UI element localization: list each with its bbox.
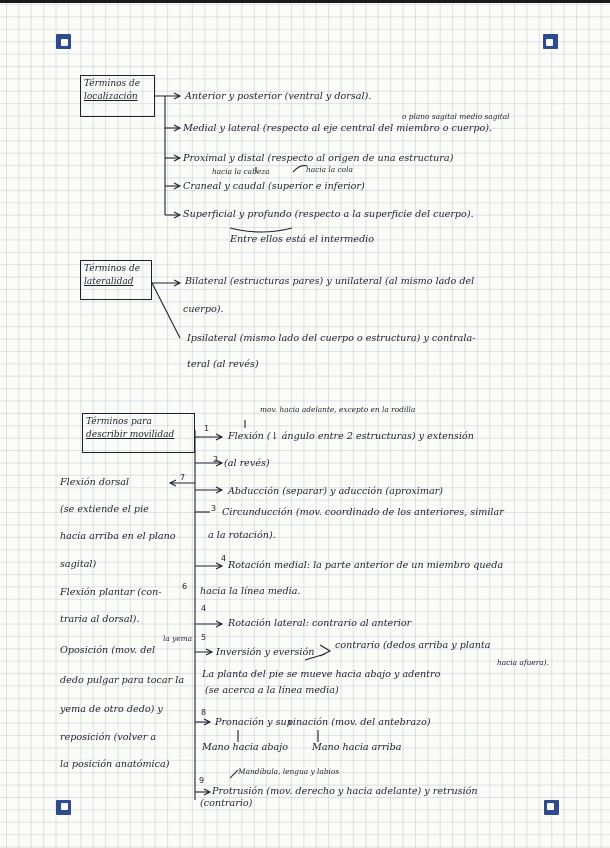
left-line-5: traria al dorsal).	[60, 614, 140, 625]
item-contrario: contrario (dedos arriba y planta	[335, 640, 491, 651]
item-superficial-profundo: Superficial y profundo (respecto a la superficie del cuerpo).	[183, 209, 474, 220]
left-line-9: reposición (volver a	[60, 732, 157, 743]
marker-number: 4	[221, 554, 227, 563]
corner-marker-icon	[543, 34, 558, 49]
left-line-1: (se extiende el pie	[60, 504, 149, 515]
left-line-7: dedo pulgar para tocar la	[60, 675, 185, 686]
section-title-line2: describir movilidad	[86, 430, 175, 440]
marker-number: 8	[201, 708, 207, 717]
item-bilateral-line1: Bilateral (estructuras pares) y unilateral (al mismo lado del	[185, 276, 475, 287]
item-circunduccion-line1: Circunducción (mov. coordinado de los anteriores, similar	[222, 507, 504, 518]
left-line-2: hacia arriba en el plano	[60, 531, 176, 542]
marker-number: 5	[201, 633, 207, 642]
note-plano-sagital: o plano sagital medio sagital	[402, 112, 510, 121]
section-title-line1: Términos de	[84, 264, 141, 274]
corner-marker-icon	[56, 800, 71, 815]
note-mandibula: Mandíbula, lengua y labios	[238, 767, 340, 776]
note-hacia-la-cabeza: hacia la cabeza	[212, 167, 270, 176]
item-rotacion-lateral: Rotación lateral: contrario al anterior	[228, 618, 412, 629]
marker-number: 1	[204, 424, 210, 433]
item-craneal-caudal: Craneal y caudal (superior e inferior)	[183, 181, 365, 192]
item-anterior-posterior: Anterior y posterior (ventral y dorsal).	[185, 91, 372, 102]
marker-number: 2	[213, 455, 219, 464]
item-planta-line1: La planta del pie se mueve hacia abajo y adentro	[202, 669, 441, 680]
section-title-line2: lateralidad	[84, 277, 134, 287]
section-title-line1: Términos de	[84, 79, 141, 89]
marker-number: 6	[182, 582, 188, 591]
top-edge	[0, 0, 610, 3]
note-hacia-la-cola: hacia la cola	[306, 165, 353, 174]
item-ipsilateral-line2: teral (al revés)	[187, 359, 259, 370]
note-mov-hacia-adelante: mov. hacia adelante, excepto en la rodilla	[260, 405, 416, 414]
item-circunduccion-line2: a la rotación).	[208, 530, 276, 541]
item-flexion: Flexión (↓ ángulo entre 2 estructuras) y extensión	[228, 431, 474, 442]
item-protrusion: Protrusión (mov. derecho y hacia adelante) y retrusión	[212, 786, 478, 797]
item-hacia-afuera: hacia afuera).	[497, 658, 549, 667]
item-medial-lateral: Medial y lateral (respecto al eje central del miembro o cuerpo).	[183, 123, 493, 134]
corner-marker-icon	[544, 800, 559, 815]
item-abduccion: Abducción (separar) y aducción (aproximar)	[228, 486, 444, 497]
item-mano-arriba: Mano hacia arriba	[312, 742, 402, 753]
item-contrario2: (contrario)	[200, 798, 253, 809]
section-box-lateralidad	[80, 260, 152, 300]
left-line-4: Flexión plantar (con-	[60, 587, 162, 598]
section-box-movimiento	[82, 413, 195, 453]
item-planta-line2: (se acerca a la línea media)	[205, 685, 339, 696]
marker-number: 3	[211, 504, 217, 513]
left-line-8: yema de otro dedo) y	[60, 704, 163, 715]
item-bilateral-line2: cuerpo).	[183, 304, 224, 315]
note-la-yema: la yema	[163, 634, 193, 643]
section-box-localizacion	[80, 75, 155, 117]
item-al-reves: (al revés)	[224, 458, 270, 469]
section-title-line2: localización	[84, 92, 138, 102]
note-intermedio: Entre ellos está el intermedio	[230, 234, 375, 245]
item-ipsilateral-line1: Ipsilateral (mismo lado del cuerpo o estructura) y contrala-	[187, 333, 476, 344]
left-line-6: Oposición (mov. del	[60, 645, 156, 656]
item-rotacion-medial-line2: hacia la línea media.	[200, 586, 301, 597]
item-mano-abajo: Mano hacia abajo	[202, 742, 288, 753]
marker-number: 4	[201, 604, 207, 613]
corner-marker-icon	[56, 34, 71, 49]
left-line-3: sagital)	[60, 559, 97, 570]
item-inversion: Inversión y eversión	[216, 647, 315, 658]
marker-number: 9	[199, 776, 205, 785]
item-proximal-distal: Proximal y distal (respecto al origen de una estructura)	[183, 153, 454, 164]
marker-number: 7	[180, 473, 186, 482]
section-title-line1: Términos para	[86, 417, 152, 427]
left-line-0: Flexión dorsal	[60, 477, 130, 488]
item-rotacion-medial-line1: Rotación medial: la parte anterior de un miembro queda	[228, 560, 504, 571]
item-pronacion: Pronación y supinación (mov. del antebrazo)	[215, 717, 431, 728]
left-line-10: la posición anatómica)	[60, 759, 170, 770]
